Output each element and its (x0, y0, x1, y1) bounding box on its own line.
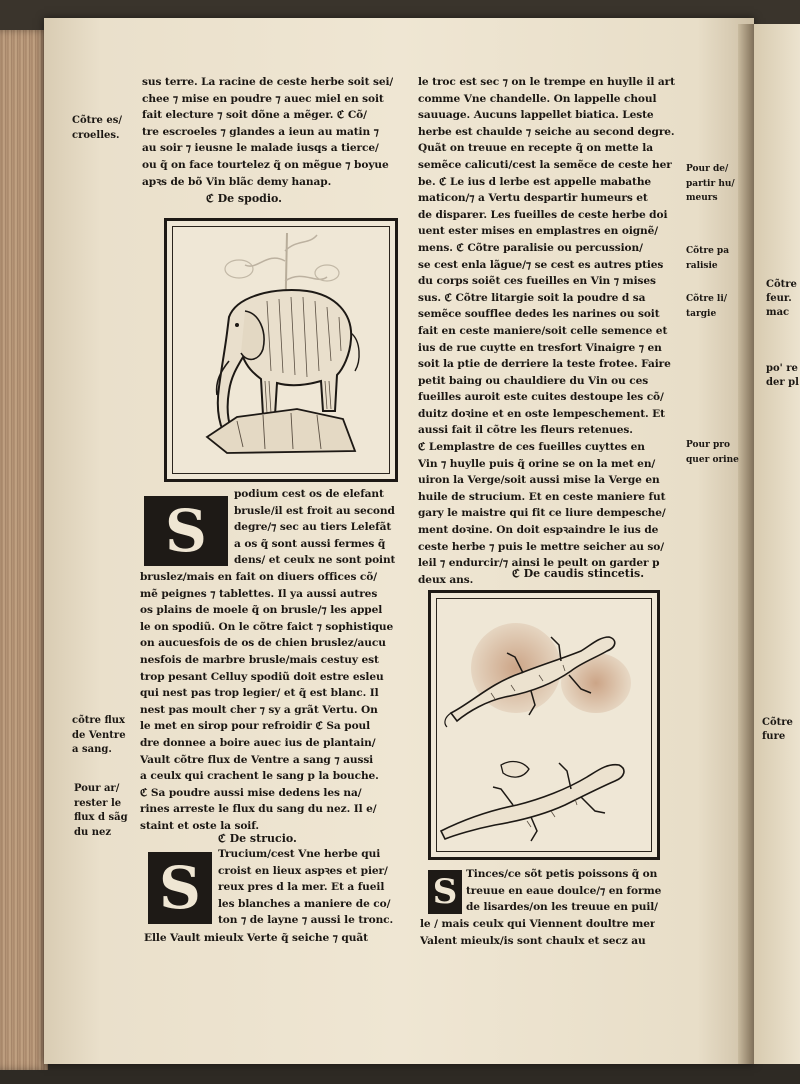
margin-note: Cõtre es/ croelles. (72, 115, 123, 141)
facing-page (754, 24, 800, 1064)
margin-note: Cõtre li/ targie (686, 294, 728, 319)
text-block: bruslez/mais en fait on diuers offices cõ/ mẽ peignes ⁊ tablettes. Il ya aussi autres os plains de moele q̃ on brusle/⁊ les appel le on spodiũ. On le cõtre faict ⁊ sophistique on aucuesfois de os de chien bruslez/aucu nesfois de marbre brusle/mais cestuy est trop pesant Celluy spodiũ doit estre esleu qui nest pas trop legier/ et q̃ est blanc. Il nest pas moult cher ⁊ sy a grãt Vertu. On le met en sirop pour refroidir ℭ Sa poul dre donnee a boire auec ius de plantain/ Vault cõtre flux de Ventre a sang ⁊ aussi a ceulx qui crachent le sang p la bouche. ℭ Sa poudre aussi mise dedens les na/ rines arreste le flux du sang du nez. Il e/ staint et oste la soif. (140, 571, 394, 832)
margin-note: cõtre flux de Ventre a sang. (72, 715, 126, 755)
section-heading: ℭ De caudis stincetis. (512, 567, 645, 580)
lizards-woodcut (428, 590, 660, 860)
text-block: podium cest os de elefant brusle/il est froit au second degre/⁊ sec au tiers Lelefãt a os q̃ sont aussi fermes q̃ dens/ et ceulx ne sont point (234, 488, 396, 567)
text-block: le / mais ceulx qui Viennent doultre mer Valent mieulx/is sont chaulx et secz au (420, 918, 656, 947)
lizard-icon (431, 593, 657, 857)
section-heading: ℭ De spodio. (206, 192, 282, 205)
facing-page-fragment: Cõtre feur. mac (766, 279, 797, 318)
text-block: Elle Vault mieulx Verte q̃ seiche ⁊ quãt (144, 932, 368, 944)
text-block: le troc est sec ⁊ on le trempe en huylle il art comme Vne chandelle. On lappelle choul sauuage. Aucuns lappellet biatica. Leste herbe est chaulde ⁊ seiche au second degre. Quãt on treuue en recepte q̃ on mette la semẽce calicuti/cest la semẽce de ceste her be. ℭ Le ius d lerbe est appelle mabathe maticon/⁊ a Vertu despartir humeurs et de disparer. Les fueilles de ceste herbe doi uent ester mises en emplastres en oignẽ/ mens. ℭ Cõtre paralisie ou percussion/ se cest enla lãgue/⁊ se cest es autres pties du corps soiẽt ces fueilles en Vin ⁊ mises sus. ℭ Cõtre litargie soit la poudre d sa semẽce soufflee dedes les narines ou soit fait en ceste maniere/soit celle semence et ius de rue cuytte en tresfort Vinaigre ⁊ en soit la ptie de derriere la teste frotee. Faire petit baing ou chauldiere du Vin ou ces fueilles auroit este cuites destoupe les cõ/ duitz doꝛine et en oste lempeschement. Et aussi fait il cõtre les fleurs retenues. ℭ Lemplastre de ces fueilles cuyttes en Vin ⁊ huylle puis q̃ orine se on la met en/ uiron la Verge/soit aussi mise la Verge en huile de strucium. Et en ceste maniere fut gary le maistre qui fit ce liure dempesche/ ment doꝛine. On doit espꝛaindre le ius de ceste herbe ⁊ puis le mettre seicher au so/ leil ⁊ endurcir/⁊ ainsi le peult on garder p deux ans. (418, 76, 675, 586)
margin-note: Cõtre pa ralisie (686, 246, 730, 271)
elephant-woodcut (164, 218, 398, 482)
margin-note: Pour pro quer orine (686, 440, 739, 465)
text-block: sus terre. La racine de ceste herbe soit sei/ chee ⁊ mise en poudre ⁊ auec miel en soit fait electure ⁊ soit dõne a mẽger. ℭ Cõ/ tre escroeles ⁊ glandes a ieun au matin ⁊ au soir ⁊ ieusne le malade iusqs a tierce/ ou q̃ on face tourtelez q̃ on mẽgue ⁊ boyue apꝛs de bõ Vin blãc demy hanap. (142, 76, 394, 188)
decorated-initial: S (144, 496, 228, 566)
decorated-initial: S (428, 870, 462, 914)
text-block: Trucium/cest Vne herbe qui croist en lieux aspꝛes et pier/ reux pres d la mer. Et a fueil les blanches a maniere de co/ ton ⁊ de layne ⁊ aussi le tronc. (218, 848, 394, 927)
decorated-initial: S (148, 852, 212, 924)
elephant-icon (167, 221, 395, 479)
text-block: Tinces/ce sõt petis poissons q̃ on treuue en eaue doulce/⁊ en forme de lisardes/on les treuue en puil/ (466, 868, 662, 914)
section-heading: ℭ De strucio. (218, 832, 297, 845)
margin-note: Pour ar/ rester le flux d sãg du nez (74, 783, 128, 838)
facing-page-fragment: po' re der pl (766, 363, 799, 388)
page-edges (0, 30, 48, 1070)
margin-note: Pour de/ partir hu/ meurs (686, 164, 735, 203)
facing-page-fragment: Cõtre fure (762, 717, 793, 742)
